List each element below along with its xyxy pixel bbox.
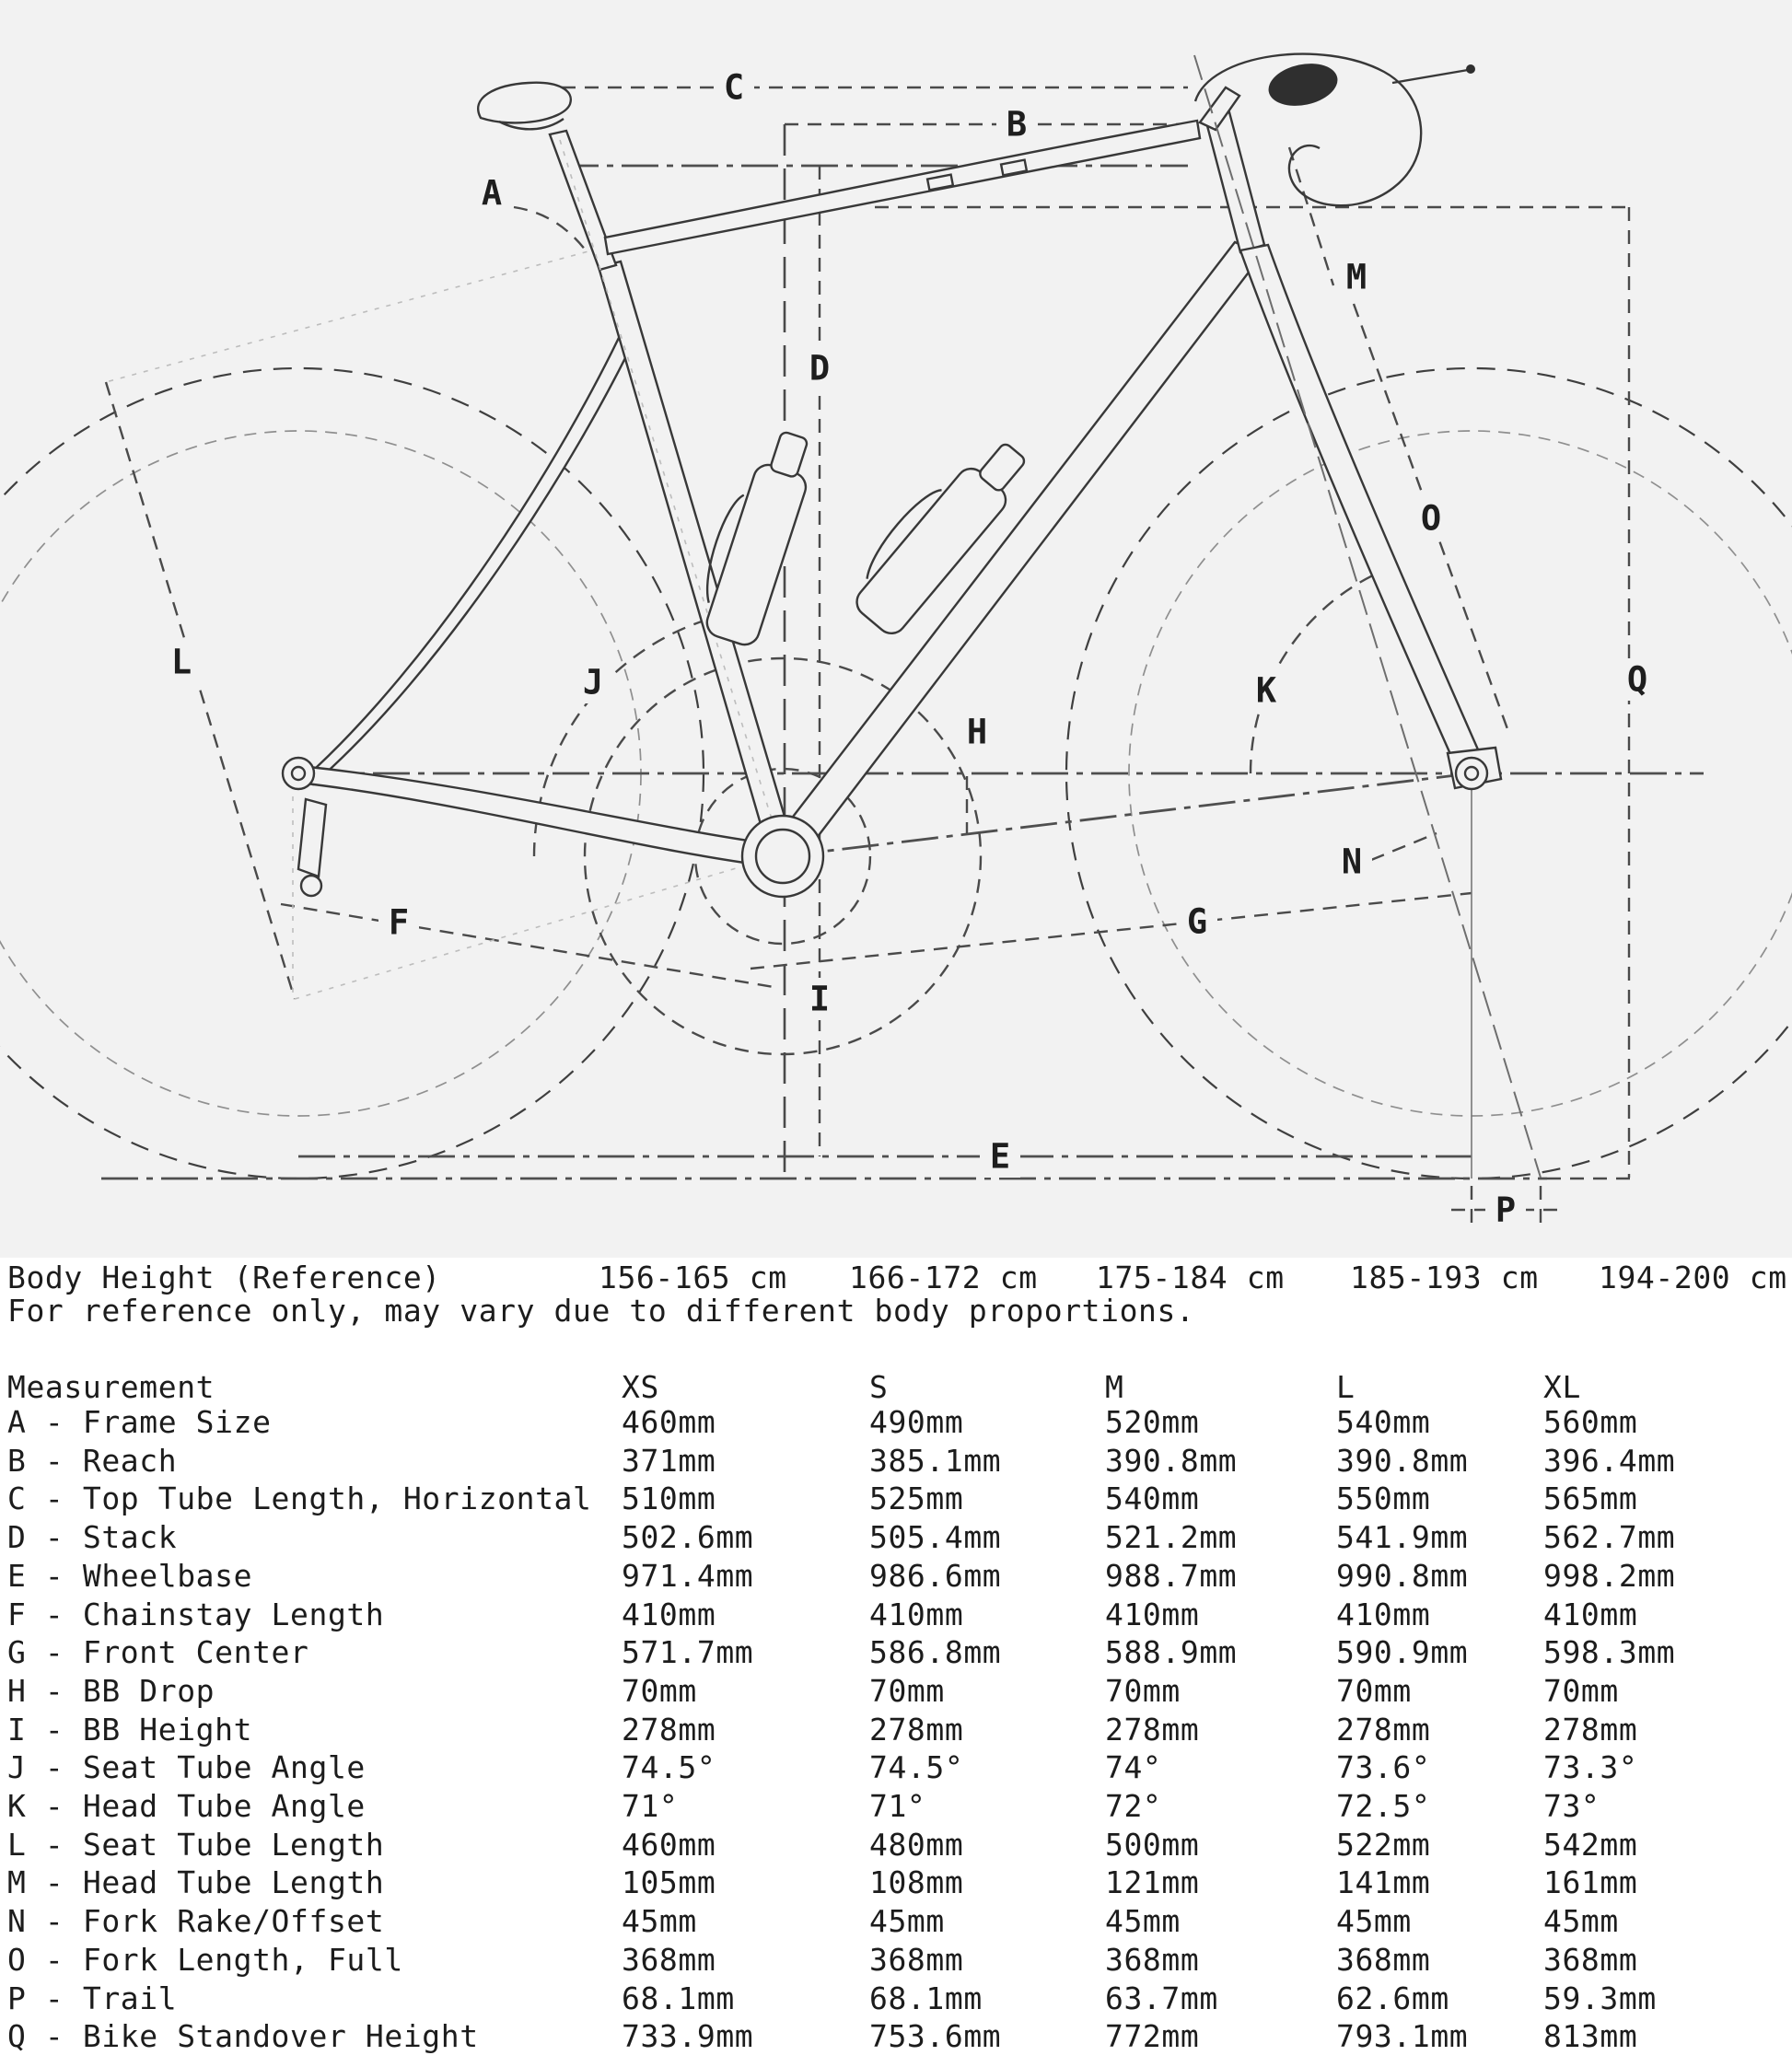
steering-axis xyxy=(1194,55,1541,1178)
diagram-label-o: O xyxy=(1420,498,1442,539)
table-cell: 368mm xyxy=(622,1941,716,1978)
table-row xyxy=(0,1751,1792,1786)
table-cell: 525mm xyxy=(869,1481,964,1517)
down-tube xyxy=(772,242,1263,865)
diagram-label-b: B xyxy=(1006,104,1028,145)
table-cell: 45mm xyxy=(1105,1903,1181,1940)
table-cell: 510mm xyxy=(622,1481,716,1517)
size-header-m: M xyxy=(1105,1369,1124,1405)
table-cell: 998.2mm xyxy=(1543,1557,1676,1594)
table-cell: 368mm xyxy=(1336,1941,1431,1978)
row-label: A - Frame Size xyxy=(7,1404,272,1440)
table-cell: 588.9mm xyxy=(1105,1634,1238,1671)
table-cell: 63.7mm xyxy=(1105,1980,1218,2016)
table-cell: 278mm xyxy=(622,1711,716,1748)
table-row xyxy=(0,1521,1792,1556)
diagram-label-n: N xyxy=(1341,842,1363,882)
diagram-label-f: F xyxy=(388,902,410,943)
table-cell: 45mm xyxy=(622,1903,697,1940)
body-height-note-row xyxy=(0,1295,1792,1330)
label-C xyxy=(714,66,754,109)
row-label: K - Head Tube Angle xyxy=(7,1788,366,1824)
table-cell: 74.5° xyxy=(622,1749,716,1786)
row-label: J - Seat Tube Angle xyxy=(7,1749,366,1786)
table-cell: 278mm xyxy=(1105,1711,1200,1748)
dim-line-F xyxy=(281,904,774,987)
label-J xyxy=(573,661,613,703)
table-cell: 410mm xyxy=(1105,1596,1200,1632)
table-cell: 390.8mm xyxy=(1336,1442,1469,1479)
bar-clamp xyxy=(1264,58,1341,112)
table-cell: 410mm xyxy=(1336,1596,1431,1632)
seat-box-top xyxy=(106,249,599,382)
row-label: P - Trail xyxy=(7,1980,178,2016)
label-B xyxy=(996,103,1037,145)
row-label: G - Front Center xyxy=(7,1634,309,1671)
table-cell: 460mm xyxy=(622,1404,716,1440)
table-cell: 986.6mm xyxy=(869,1557,1002,1594)
table-cell: 502.6mm xyxy=(622,1519,754,1556)
body-height-row xyxy=(0,1261,1792,1296)
table-cell: 540mm xyxy=(1336,1404,1431,1440)
row-label: O - Fork Length, Full xyxy=(7,1941,403,1978)
dim-line-L xyxy=(106,382,295,999)
diagram-label-e: E xyxy=(989,1136,1011,1177)
table-cell: 505.4mm xyxy=(869,1519,1002,1556)
size-header-l: L xyxy=(1336,1369,1356,1405)
rear-hub xyxy=(283,758,314,789)
table-cell: 410mm xyxy=(622,1596,716,1632)
table-cell: 586.8mm xyxy=(869,1634,1002,1671)
table-cell: 45mm xyxy=(1336,1903,1412,1940)
diagram-label-c: C xyxy=(723,67,745,108)
diagram-label-q: Q xyxy=(1626,659,1648,700)
diagram-label-d: D xyxy=(809,348,831,389)
dim-line-N xyxy=(1371,833,1437,860)
row-label: D - Stack xyxy=(7,1519,178,1556)
table-cell: 74.5° xyxy=(869,1749,964,1786)
table-row xyxy=(0,1713,1792,1748)
measurement-header: Measurement xyxy=(7,1369,215,1405)
table-row xyxy=(0,1941,1792,1979)
table-cell: 73.3° xyxy=(1543,1749,1638,1786)
top-tube xyxy=(605,121,1200,254)
table-cell: 70mm xyxy=(1105,1672,1181,1709)
table-cell: 772mm xyxy=(1105,2018,1200,2055)
diagram-label-i: I xyxy=(809,979,831,1019)
dim-curve-A xyxy=(514,207,586,250)
seat-box-bottom xyxy=(295,854,783,999)
table-cell: 108mm xyxy=(869,1864,964,1901)
table-cell: 396.4mm xyxy=(1543,1442,1676,1479)
table-cell: 70mm xyxy=(622,1672,697,1709)
table-cell: 73.6° xyxy=(1336,1749,1431,1786)
table-cell: 68.1mm xyxy=(622,1980,735,2016)
table-cell: 990.8mm xyxy=(1336,1557,1469,1594)
body-height-label: Body Height (Reference) xyxy=(7,1260,441,1295)
row-label: M - Head Tube Length xyxy=(7,1864,385,1901)
table-row xyxy=(0,1598,1792,1633)
head-tube xyxy=(1205,112,1264,252)
table-cell: 541.9mm xyxy=(1336,1519,1469,1556)
table-cell: 161mm xyxy=(1543,1864,1638,1901)
table-cell: 520mm xyxy=(1105,1404,1200,1440)
table-cell: 540mm xyxy=(1105,1481,1200,1517)
diagram-label-h: H xyxy=(966,712,988,752)
label-E xyxy=(980,1135,1020,1178)
table-cell: 371mm xyxy=(622,1442,716,1479)
table-cell: 68.1mm xyxy=(869,1980,983,2016)
table-cell: 562.7mm xyxy=(1543,1519,1676,1556)
table-cell: 571.7mm xyxy=(622,1634,754,1671)
table-cell: 500mm xyxy=(1105,1826,1200,1863)
table-cell: 71° xyxy=(869,1788,926,1824)
row-label: L - Seat Tube Length xyxy=(7,1826,385,1863)
table-row xyxy=(0,2020,1792,2055)
label-F xyxy=(378,901,419,944)
table-cell: 368mm xyxy=(1543,1941,1638,1978)
bottle-seat-tube xyxy=(689,423,820,649)
table-cell: 813mm xyxy=(1543,2018,1638,2055)
table-row xyxy=(0,1442,1792,1480)
chainstay xyxy=(298,766,781,867)
table-row xyxy=(0,1557,1792,1595)
body-height-range-s: 166-172 cm xyxy=(849,1260,1038,1295)
table-cell: 560mm xyxy=(1543,1404,1638,1440)
diagram-label-j: J xyxy=(582,662,604,703)
table-cell: 590.9mm xyxy=(1336,1634,1469,1671)
row-label: Q - Bike Standover Height xyxy=(7,2018,479,2055)
table-cell: 522mm xyxy=(1336,1826,1431,1863)
table-cell: 565mm xyxy=(1543,1481,1638,1517)
table-cell: 753.6mm xyxy=(869,2018,1002,2055)
table-cell: 368mm xyxy=(1105,1941,1200,1978)
label-M xyxy=(1336,256,1377,298)
table-cell: 971.4mm xyxy=(622,1557,754,1594)
table-cell: 278mm xyxy=(1336,1711,1431,1748)
table-cell: 74° xyxy=(1105,1749,1162,1786)
row-label: C - Top Tube Length, Horizontal xyxy=(7,1481,592,1517)
label-I xyxy=(799,978,840,1020)
table-cell: 460mm xyxy=(622,1826,716,1863)
body-height-range-l: 185-193 cm xyxy=(1350,1260,1539,1295)
diagram-label-g: G xyxy=(1186,901,1208,942)
table-cell: 988.7mm xyxy=(1105,1557,1238,1594)
label-D xyxy=(799,347,840,389)
table-row xyxy=(0,1790,1792,1825)
label-L xyxy=(161,641,202,683)
table-row xyxy=(0,1636,1792,1671)
table-row xyxy=(0,1672,1792,1710)
table-cell: 480mm xyxy=(869,1826,964,1863)
body-height-note: For reference only, may vary due to different body proportions. xyxy=(7,1293,1195,1329)
table-cell: 141mm xyxy=(1336,1864,1431,1901)
bottle-down-tube xyxy=(839,424,1036,640)
table-row xyxy=(0,1406,1792,1441)
size-header-s: S xyxy=(869,1369,889,1405)
label-A xyxy=(471,172,512,215)
table-cell: 62.6mm xyxy=(1336,1980,1449,2016)
table-cell: 71° xyxy=(622,1788,679,1824)
label-O xyxy=(1411,497,1451,540)
body-height-range-m: 175-184 cm xyxy=(1096,1260,1285,1295)
size-header-xs: XS xyxy=(622,1369,659,1405)
table-cell: 550mm xyxy=(1336,1481,1431,1517)
label-H xyxy=(957,711,997,753)
row-label: I - BB Height xyxy=(7,1711,253,1748)
row-label: N - Fork Rake/Offset xyxy=(7,1903,385,1940)
label-P xyxy=(1485,1189,1526,1231)
table-cell: 793.1mm xyxy=(1336,2018,1469,2055)
derailleur-pulley xyxy=(301,876,321,896)
dimension-lines xyxy=(101,87,1704,1226)
table-row xyxy=(0,1482,1792,1517)
row-label: F - Chainstay Length xyxy=(7,1596,385,1632)
label-K xyxy=(1246,669,1286,712)
body-height-range-xl: 194-200 cm xyxy=(1599,1260,1787,1295)
table-cell: 70mm xyxy=(1336,1672,1412,1709)
bottom-bracket xyxy=(742,816,823,897)
diagram-label-p: P xyxy=(1495,1190,1517,1230)
diagram-label-a: A xyxy=(481,173,503,214)
body-height-range-xs: 156-165 cm xyxy=(599,1260,787,1295)
rear-derailleur xyxy=(298,799,326,877)
seatstay xyxy=(305,322,639,784)
table-cell: 390.8mm xyxy=(1105,1442,1238,1479)
dim-line-M xyxy=(1289,147,1333,285)
table-cell: 278mm xyxy=(1543,1711,1638,1748)
table-cell: 490mm xyxy=(869,1404,964,1440)
components xyxy=(283,54,1541,1179)
diagram-label-m: M xyxy=(1345,257,1367,297)
table-cell: 73° xyxy=(1543,1788,1600,1824)
table-cell: 72.5° xyxy=(1336,1788,1431,1824)
table-cell: 278mm xyxy=(869,1711,964,1748)
table-cell: 385.1mm xyxy=(869,1442,1002,1479)
table-cell: 72° xyxy=(1105,1788,1162,1824)
table-cell: 521.2mm xyxy=(1105,1519,1238,1556)
table-row xyxy=(0,1866,1792,1901)
label-G xyxy=(1177,900,1217,943)
saddle xyxy=(478,83,571,123)
table-cell: 121mm xyxy=(1105,1864,1200,1901)
diagram-label-l: L xyxy=(170,642,192,682)
table-cell: 368mm xyxy=(869,1941,964,1978)
table-cell: 410mm xyxy=(869,1596,964,1632)
label-N xyxy=(1332,841,1372,883)
table-cell: 105mm xyxy=(622,1864,716,1901)
table-cell: 45mm xyxy=(869,1903,945,1940)
row-label: E - Wheelbase xyxy=(7,1557,253,1594)
row-label: H - BB Drop xyxy=(7,1672,215,1709)
row-label: B - Reach xyxy=(7,1442,178,1479)
table-row xyxy=(0,1826,1792,1864)
table-cell: 733.9mm xyxy=(622,2018,754,2055)
table-cell: 45mm xyxy=(1543,1903,1619,1940)
table-cell: 598.3mm xyxy=(1543,1634,1676,1671)
table-header-row xyxy=(0,1371,1792,1406)
front-hub xyxy=(1456,758,1487,789)
table-row xyxy=(0,1905,1792,1940)
table-row xyxy=(0,1982,1792,2017)
table-cell: 410mm xyxy=(1543,1596,1638,1632)
brake-lever xyxy=(1392,70,1468,83)
diagram-label-k: K xyxy=(1255,670,1277,711)
table-cell: 70mm xyxy=(1543,1672,1619,1709)
size-header-xl: XL xyxy=(1543,1369,1581,1405)
label-Q xyxy=(1617,658,1658,701)
lever-tip xyxy=(1466,64,1475,74)
table-cell: 70mm xyxy=(869,1672,945,1709)
table-cell: 59.3mm xyxy=(1543,1980,1657,2016)
table-cell: 542mm xyxy=(1543,1826,1638,1863)
